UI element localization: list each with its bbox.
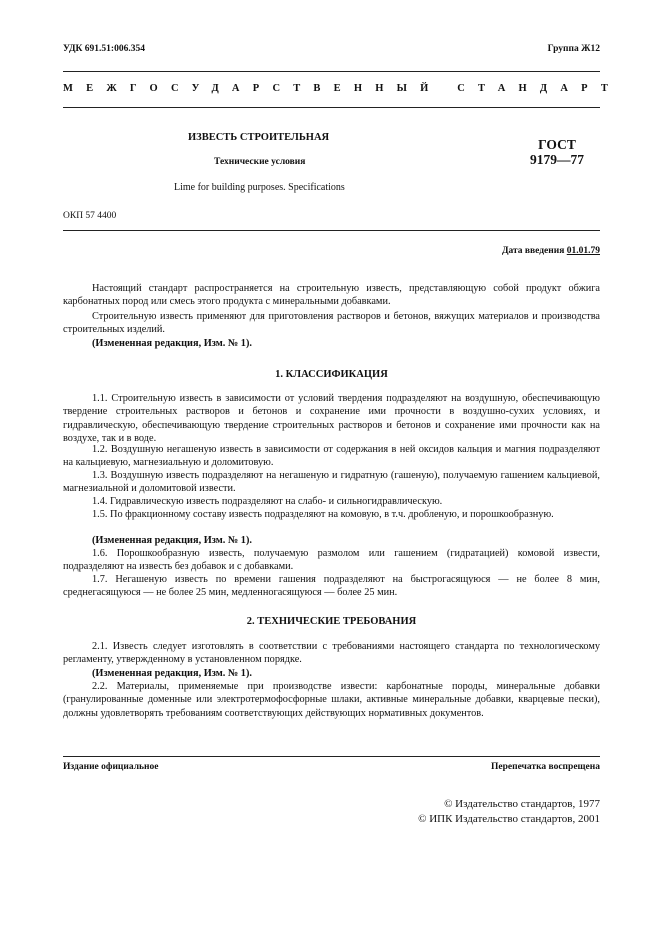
english-title: Lime for building purposes. Specifications — [174, 182, 345, 193]
clause-1-4: 1.4. Гидравлическую известь подразделяют на слабо- и сильногидравлическую. — [92, 496, 443, 507]
copyright-1977: © Издательство стандартов, 1977 — [444, 798, 600, 810]
copyright-2001: © ИПК Издательство стандартов, 2001 — [418, 812, 600, 825]
introduction-date-value: 01.01.79 — [566, 246, 600, 256]
clause-1-3: 1.3. Воздушную известь подразделяют на негашеную и гидратную (гашеную), получаемую гашением кальциевой, магнезиальной и доломитовой извести. — [63, 470, 600, 495]
clause-2-1-amendment: (Измененная редакция, Изм. № 1). — [92, 668, 252, 679]
section-1-heading: 1. КЛАССИФИКАЦИЯ — [275, 369, 388, 380]
gost-number: 9179—77 — [530, 152, 584, 167]
group-code: Группа Ж12 — [547, 44, 600, 54]
interstate-standard-banner: МЕЖГОСУДАРСТВЕННЫЙ СТАНДАРТ — [63, 83, 622, 94]
clause-2-2: 2.2. Материалы, применяемые при производстве извести: карбонатные породы, минеральные добавки (гранулированные доменные или электротермофосфорные шлаки, активные минеральные добавки, кварцевые пески), должны удовлетворять требованиям соответствующих действующих нормативных документов. — [63, 681, 600, 719]
document-title: ИЗВЕСТЬ СТРОИТЕЛЬНАЯ — [188, 132, 330, 143]
header-rule-bottom — [63, 107, 600, 108]
clause-1-2: 1.2. Воздушную негашеную известь в зависимости от содержания в ней оксидов кальция и магния подразделяют на кальциевую, магнезиальную и доломитовую. — [63, 444, 600, 469]
section-2-heading: 2. ТЕХНИЧЕСКИЕ ТРЕБОВАНИЯ — [246, 616, 417, 627]
clause-2-1: 2.1. Известь следует изготовлять в соответствии с требованиями настоящего стандарта по технологическому регламенту, утвержденному в установленном порядке. — [63, 641, 600, 666]
official-edition: Издание официальное — [63, 762, 159, 772]
gost-label: ГОСТ — [538, 137, 576, 152]
title-rule — [63, 230, 600, 231]
gost-designation — [527, 137, 587, 167]
reprint-prohibited: Перепечатка воспрещена — [490, 762, 600, 772]
clause-1-6: 1.6. Порошкообразную известь, получаемую размолом или гашением (гидратацией) комовой извести, подразделяют на известь без добавок и с добавками. — [63, 548, 600, 573]
udk-code: УДК 691.51:006.354 — [63, 44, 145, 54]
copyright-block — [418, 797, 600, 826]
document-subtitle: Технические условия — [214, 157, 306, 167]
header-rule-top — [63, 71, 600, 72]
okp-code: ОКП 57 4400 — [63, 211, 117, 221]
clause-1-5-amendment: (Измененная редакция, Изм. № 1). — [92, 535, 252, 546]
introduction-date — [502, 246, 600, 256]
clause-1-7: 1.7. Негашеную известь по времени гашения подразделяют на быстрогасящуюся — не более 8 мин, среднегасящуюся — не более 25 мин, медленногасящуюся — более 25 мин. — [63, 574, 600, 599]
intro-paragraph-1: Настоящий стандарт распространяется на строительную известь, представляющую собой продукт обжига карбонатных пород или смесь этого продукта с минеральными добавками. — [63, 283, 600, 308]
introduction-date-label: Дата введения — [501, 246, 567, 256]
clause-1-5: 1.5. По фракционному составу известь подразделяют на комовую, в т.ч. дробленую, и порошкообразную. — [92, 509, 554, 520]
intro-amendment: (Измененная редакция, Изм. № 1). — [92, 338, 252, 349]
clause-1-1: 1.1. Строительную известь в зависимости от условий твердения подразделяют на воздушную, обеспечивающую твердение строительных растворов и бетонов и сохранение ими прочности в воздушно-сухих условиях, и гидравлическую, обеспечивающую твердение строительных растворов и бетонов и сохранение ими прочности как на воздухе, так и в воде. — [63, 393, 600, 445]
footer-rule — [63, 756, 600, 757]
intro-paragraph-2: Строительную известь применяют для приготовления растворов и бетонов, вяжущих материалов и производства строительных изделий. — [63, 311, 600, 336]
